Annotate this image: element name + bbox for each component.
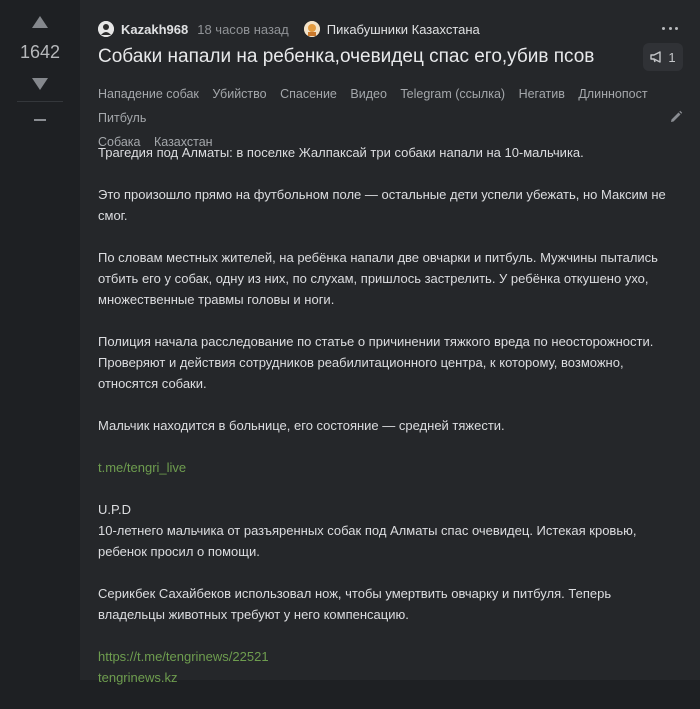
tag[interactable]: Питбуль xyxy=(98,111,147,125)
minus-button[interactable] xyxy=(17,106,63,134)
tag[interactable]: Спасение xyxy=(280,87,337,101)
author-avatar[interactable] xyxy=(98,21,114,37)
paragraph: Мальчик находится в больнице, его состояние — средней тяжести. xyxy=(98,418,505,433)
upvote-button[interactable] xyxy=(26,10,54,34)
paragraph: Трагедия под Алматы: в поселке Жалпаксай три собаки напали на 10-мальчика. xyxy=(98,145,584,160)
tag[interactable]: Казахстан xyxy=(153,135,213,149)
paragraph: По словам местных жителей, на ребёнка напали две овчарки и питбуль. Мужчины пытались отбить его у собак, одну из них, по слухам, пришлось застрелить. У ребёнка откушено ухо, множественные травмы головы и ноги. xyxy=(98,250,658,307)
tag[interactable]: Собака xyxy=(98,135,141,149)
author-name[interactable]: Kazakh968 xyxy=(121,21,189,37)
divider xyxy=(17,101,63,102)
minus-icon xyxy=(34,119,46,121)
megaphone-icon xyxy=(650,51,663,63)
comments-count: 1 xyxy=(668,49,676,65)
tag[interactable]: Негатив xyxy=(518,87,565,101)
community-name[interactable]: Пикабушники Казахстана xyxy=(326,21,480,37)
rating-panel xyxy=(0,0,80,680)
tag[interactable]: Видео xyxy=(350,87,387,101)
rating-score: 1642 xyxy=(19,42,61,62)
upd-label: U.P.D xyxy=(98,502,131,517)
post-header xyxy=(98,18,480,40)
paragraph: 10-летнего мальчика от разъяренных собак под Алматы спас очевидец. Истекая кровью, ребенок просил о помощи. xyxy=(98,523,637,559)
post-title[interactable]: Собаки напали на ребенка,очевидец спас его,убив псов xyxy=(98,46,595,67)
arrow-up-icon xyxy=(32,16,48,28)
comments-button[interactable] xyxy=(643,43,683,71)
tag[interactable]: Убийство xyxy=(212,87,267,101)
arrow-down-icon xyxy=(32,78,48,90)
telegram-link[interactable]: t.me/tengri_live xyxy=(98,460,187,475)
downvote-button[interactable] xyxy=(26,72,54,96)
paragraph: Полиция начала расследование по статье о причинении тяжкого вреда по неосторожности. Проверяют и действия сотрудников реабилитационного центра, к которому, возможно, относятся собаки. xyxy=(98,334,654,391)
source-link[interactable]: https://t.me/tengrinews/22521 xyxy=(98,649,269,664)
paragraph: Это произошло прямо на футбольном поле — остальные дети успели убежать, но Максим не смог. xyxy=(98,187,666,223)
paragraph: Серикбек Сахайбеков использовал нож, чтобы умертвить овчарку и питбуля. Теперь владельцы животных требуют у него компенсацию. xyxy=(98,586,612,622)
tag[interactable]: Telegram (ссылка) xyxy=(400,87,506,101)
more-icon[interactable] xyxy=(662,22,678,34)
community-avatar[interactable] xyxy=(304,21,320,37)
post-card xyxy=(80,0,700,685)
source-link[interactable]: tengrinews.kz xyxy=(98,670,178,685)
post-content xyxy=(98,142,678,709)
pencil-icon[interactable] xyxy=(669,110,683,124)
tag[interactable]: Нападение собак xyxy=(98,87,199,101)
post-time: 18 часов назад xyxy=(197,21,289,37)
tag[interactable]: Длиннопост xyxy=(578,87,648,101)
